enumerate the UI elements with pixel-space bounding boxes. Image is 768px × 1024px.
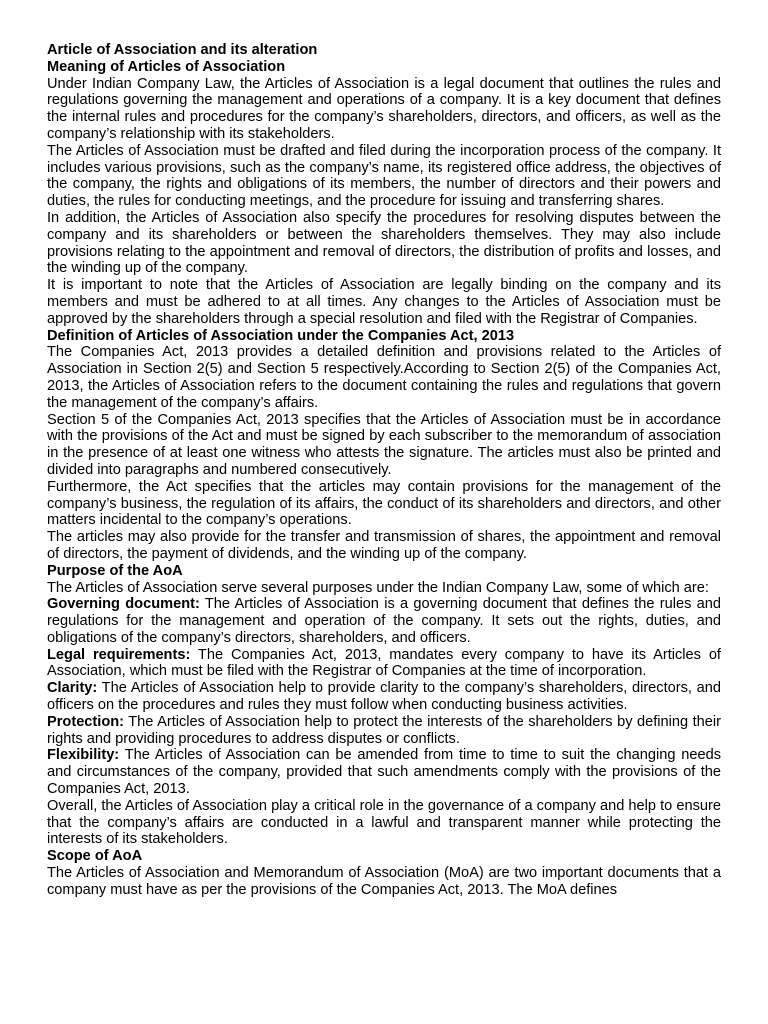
section-heading-definition: Definition of Articles of Association under the Companies Act, 2013 — [47, 327, 515, 344]
paragraph: The Articles of Association and Memorandum of Association (MoA) are two important documents that a company must have as per the provisions of the Companies Act, 2013. The MoA defines — [47, 865, 721, 898]
paragraph: The Companies Act, 2013 provides a detailed definition and provisions related to the Articles of Association in Section 2(5) and Section 5 respectively.According to Section 2(5) of the Companies Act, 2013, the Articles of Association refers to the document containing the rules and regulations that govern the management of the company’s affairs. — [47, 344, 721, 411]
paragraph: Under Indian Company Law, the Articles of Association is a legal document that outlines the rules and regulations governing the management and operations of a company. It is a key document that defines the internal rules and procedures for the company’s shareholders, directors, and officers, as well as the company’s relationship with its stakeholders. — [47, 75, 721, 142]
purpose-item-clarity — [47, 680, 721, 714]
purpose-term: Governing document: — [47, 596, 200, 613]
paragraph: Furthermore, the Act specifies that the articles may contain provisions for the management of the company’s business, the regulation of its affairs, the conduct of its shareholders and directors, and other matters incidental to the company’s operations. — [47, 478, 721, 529]
paragraph: Section 5 of the Companies Act, 2013 specifies that the Articles of Association must be in accordance with the provisions of the Act and must be signed by each subscriber to the memorandum of association in the presence of at least one witness who attests the signature. The articles must also be printed and divided into paragraphs and numbered consecutively. — [47, 411, 721, 478]
purpose-text: The Companies Act, 2013, mandates every company to have its Articles of Association, which must be filed with the Registrar of Companies at the time of incorporation. — [47, 646, 721, 680]
paragraph: The Articles of Association must be drafted and filed during the incorporation process of the company. It includes various provisions, such as the company’s name, its registered office address, the objectives of the company, the rights and obligations of its members, the number of directors and their powers and duties, the rules for conducting meetings, and the procedure for issuing and transferring shares. — [47, 142, 721, 210]
purpose-item-flexibility — [47, 747, 721, 797]
document-title: Article of Association and its alteration — [47, 42, 318, 58]
purpose-term: Clarity: — [47, 680, 98, 697]
section-heading-scope: Scope of AoA — [47, 848, 143, 865]
purpose-text: The Articles of Association help to provide clarity to the company’s shareholders, directors, and officers on the procedures and rules they must follow when conducting business activities. — [47, 680, 721, 714]
purpose-item-governing — [47, 596, 721, 646]
purpose-term: Legal requirements: — [47, 646, 191, 663]
purpose-text: The Articles of Association is a governing document that defines the rules and regulations for the management and operation of the company. It sets out the rights, duties, and obligations of the company’s directors, shareholders, and officers. — [47, 596, 721, 646]
section-heading-purpose: Purpose of the AoA — [47, 562, 183, 579]
purpose-text: The Articles of Association help to protect the interests of the shareholders by defining their rights and providing procedures to address disputes or conflicts. — [47, 713, 721, 747]
paragraph: The articles may also provide for the transfer and transmission of shares, the appointment and removal of directors, the payment of dividends, and the winding up of the company. — [47, 529, 721, 562]
section-heading-meaning: Meaning of Articles of Association — [47, 58, 286, 75]
paragraph: In addition, the Articles of Association also specify the procedures for resolving disputes between the company and its shareholders or between the shareholders themselves. They may also include provisions relating to the appointment and removal of directors, the distribution of profits and losses, and the winding up of the company. — [47, 209, 721, 277]
purpose-item-protection — [47, 714, 721, 748]
purpose-term: Protection: — [47, 713, 125, 730]
purpose-term: Flexibility: — [47, 747, 120, 764]
paragraph: The Articles of Association serve several purposes under the Indian Company Law, some of which are: — [47, 579, 709, 596]
purpose-text: The Articles of Association can be amended from time to time to suit the changing needs and circumstances of the company, provided that such amendments comply with the provisions of the Companies Act, 2013. — [47, 747, 721, 798]
paragraph: It is important to note that the Articles of Association are legally binding on the company and its members and must be adhered to at all times. Any changes to the Articles of Association must be approved by the shareholders through a special resolution and filed with the Registrar of Companies. — [47, 277, 721, 327]
purpose-item-legal — [47, 647, 721, 681]
paragraph: Overall, the Articles of Association play a critical role in the governance of a company and help to ensure that the company’s affairs are conducted in a lawful and transparent manner while protecting the interests of its stakeholders. — [47, 797, 721, 848]
